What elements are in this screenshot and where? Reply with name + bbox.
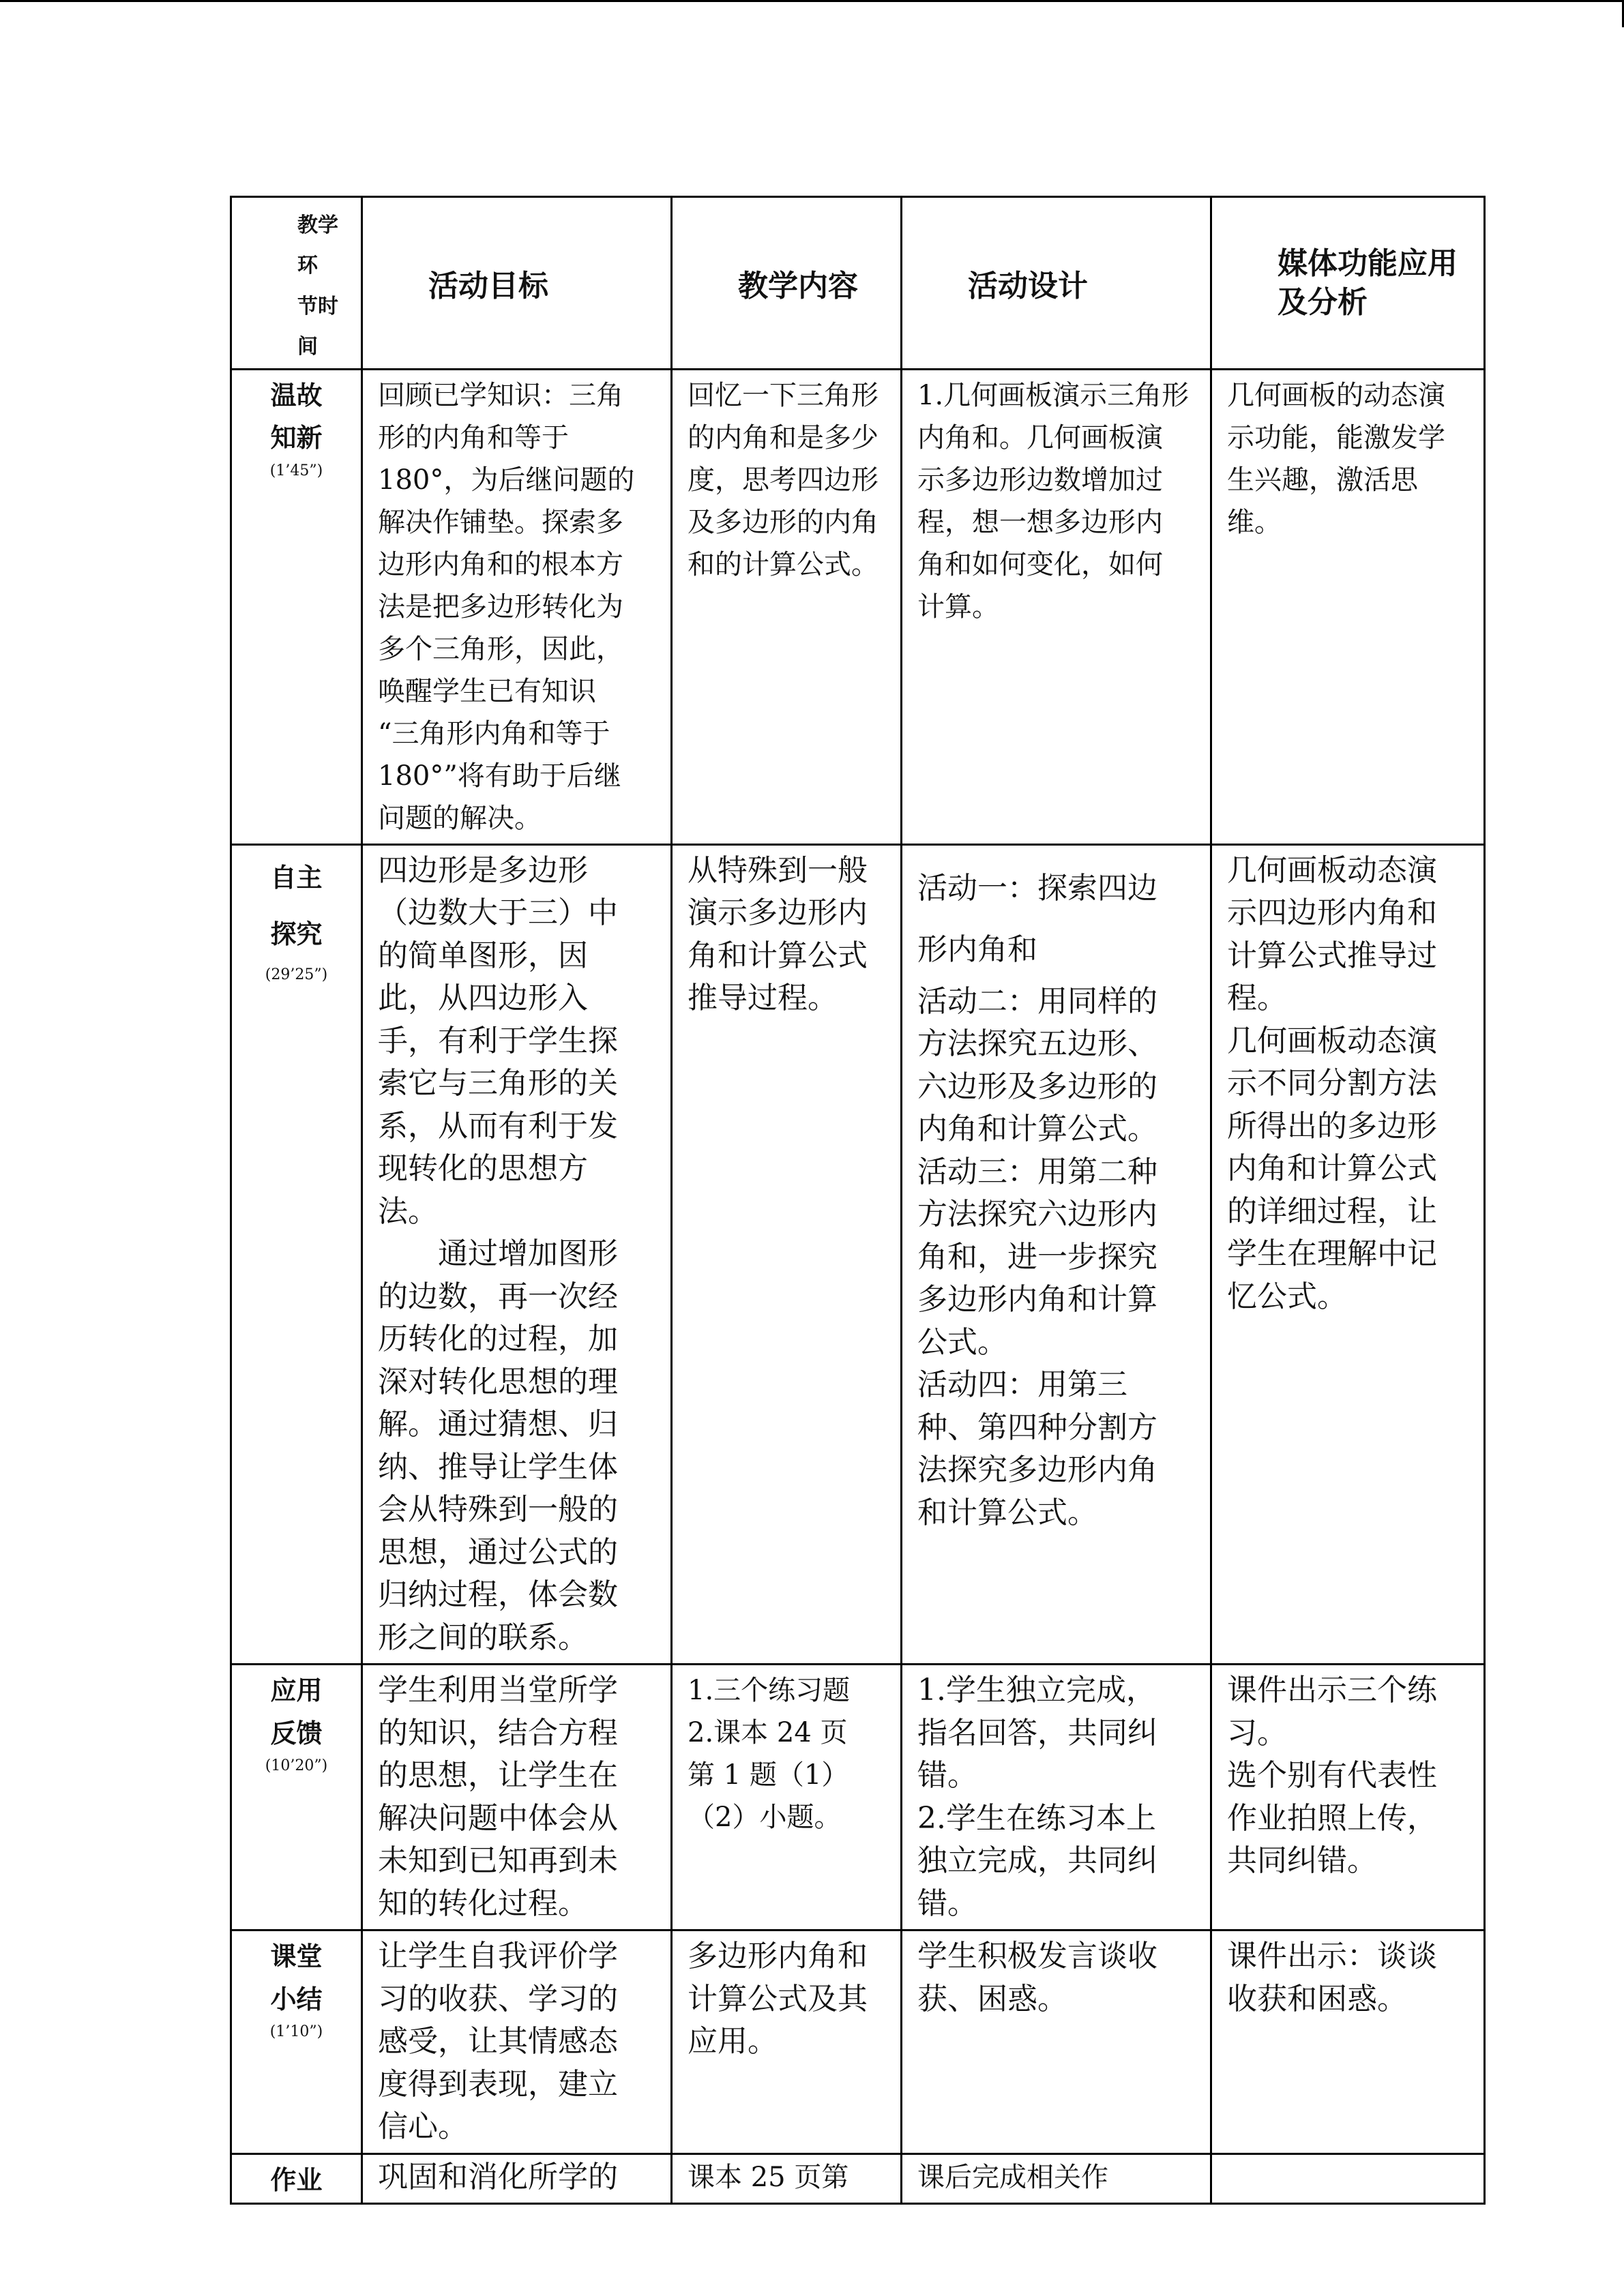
content-cell <box>672 369 902 844</box>
stage-cell <box>231 1665 362 1930</box>
media-cell <box>1211 369 1485 844</box>
design-text: 学生积极发言谈收 获、困惑。 <box>917 1939 1157 2016</box>
content-cell <box>672 1930 902 2154</box>
content-text: 课本 25 页第 <box>688 2161 849 2193</box>
media-text: 课件出示三个练 习。 选个别有代表性 作业拍照上传， 共同纠错。 <box>1227 1673 1437 1879</box>
content-text: 回忆一下三角形 的内角和是多少 度，思考四边形 及多边形的内角 和的计算公式。 <box>688 379 879 580</box>
stage-time: (1’10”) <box>269 2023 323 2041</box>
stage-time: (1’45”) <box>269 462 323 479</box>
content-text: 1.三个练习题 2.课本 24 页 第 1 题（1） （2）小题。 <box>688 1675 851 1834</box>
content-text: 多边形内角和 计算公式及其 应用。 <box>688 1939 868 2059</box>
media-cell <box>1211 1930 1485 2154</box>
content-text: 从特殊到一般 演示多边形内 角和计算公式 推导过程。 <box>688 852 868 1016</box>
goal-cell <box>362 844 672 1665</box>
stage-name: 应用 反馈 <box>270 1675 323 1748</box>
design-cell <box>902 1665 1211 1930</box>
table-row <box>231 1930 1485 2154</box>
stage-name: 作业 <box>270 2164 323 2195</box>
stage-name: 课堂 小结 <box>270 1941 323 2014</box>
design-text: 1.几何画板演示三角形 内角和。几何画板演 示多边形边数增加过 程，想一想多边形内 角和如何变化，如何 计算。 <box>917 379 1190 623</box>
page-top-border <box>0 0 1624 2</box>
header-row <box>231 197 1485 370</box>
stage-time: (29’25”) <box>265 966 328 983</box>
goal-text-second: 通过增加图形 的边数，再一次经 历转化的过程，加 深对转化思想的理 解。通过猜想、归 纳、推导让学生体 会从特殊到一般的 思想，通过公式的 归纳过程，体会数 形之间的联系。 <box>378 1236 618 1655</box>
stage-cell <box>231 369 362 844</box>
content-cell <box>672 2153 902 2204</box>
header-stage-time: 教学环 节时间 <box>231 197 362 370</box>
media-cell <box>1211 2153 1485 2204</box>
stage-name: 温故 知新 <box>270 380 323 453</box>
design-text: 1.学生独立完成， 指名回答，共同纠 错。 2.学生在练习本上 独立完成，共同纠 错。 <box>917 1673 1157 1921</box>
design-text-first: 活动一：探索四边 形内角和 <box>917 870 1157 967</box>
media-text: 几何画板动态演 示四边形内角和 计算公式推导过 程。 几何画板动态演 示不同分割方法 所得出的多边形 内角和计算公式 的详细过程，让 学生在理解中记 忆公式。 <box>1227 852 1437 1314</box>
stage-cell <box>231 844 362 1665</box>
goal-text: 四边形是多边形 （边数大于三）中 的简单图形，因 此，从四边形入 手，有利于学生探 索它与三角形的关 系，从而有利于发 现转化的思想方 法。 <box>378 852 618 1229</box>
header-design: 活动设计 <box>902 197 1211 370</box>
goal-text: 巩固和消化所学的 <box>378 2159 618 2194</box>
header-goal: 活动目标 <box>362 197 672 370</box>
design-cell <box>902 369 1211 844</box>
stage-time: (10’20”) <box>265 1757 328 1775</box>
goal-text: 学生利用当堂所学 的知识，结合方程 的思想，让学生在 解决问题中体会从 未知到已知再到未 知的转化过程。 <box>378 1673 618 1921</box>
header-media: 媒体功能应用 及分析 <box>1211 197 1485 370</box>
design-cell <box>902 1930 1211 2154</box>
media-cell <box>1211 844 1485 1665</box>
goal-cell <box>362 1665 672 1930</box>
content-cell <box>672 844 902 1665</box>
goal-text: 让学生自我评价学 习的收获、学习的 感受，让其情感态 度得到表现，建立 信心。 <box>378 1939 618 2145</box>
goal-cell <box>362 2153 672 2204</box>
stage-cell <box>231 2153 362 2204</box>
goal-text: 回顾已学知识：三角 形的内角和等于 180°，为后继问题的 解决作铺垫。探索多 边形内角和的根本方 法是把多边形转化为 多个三角形，因此， 唤醒学生已有知识 “三角形内角和等于 180°”将有助于后继 问题的解决。 <box>378 379 635 834</box>
goal-cell <box>362 1930 672 2154</box>
lesson-plan-table <box>230 196 1486 2205</box>
header-content: 教学内容 <box>672 197 902 370</box>
table-row <box>231 369 1485 844</box>
design-text: 活动二：用同样的 方法探究五边形、 六边形及多边形的 内角和计算公式。 活动三：用第二种 方法探究六边形内 角和，进一步探究 多边形内角和计算 公式。 活动四：用第三 种、第四种分割方 法探究多边形内角 和计算公式。 <box>917 983 1157 1530</box>
stage-cell <box>231 1930 362 2154</box>
content-cell <box>672 1665 902 1930</box>
table-row <box>231 1665 1485 1930</box>
table-row <box>231 844 1485 1665</box>
design-cell <box>902 844 1211 1665</box>
design-text: 课后完成相关作 <box>917 2161 1108 2193</box>
media-text: 课件出示：谈谈 收获和困惑。 <box>1227 1939 1437 2016</box>
table-row <box>231 2153 1485 2204</box>
media-text: 几何画板的动态演 示功能，能激发学 生兴趣，激活思 维。 <box>1227 379 1445 538</box>
stage-name: 自主 探究 <box>270 862 323 950</box>
media-cell <box>1211 1665 1485 1930</box>
goal-cell <box>362 369 672 844</box>
design-cell <box>902 2153 1211 2204</box>
